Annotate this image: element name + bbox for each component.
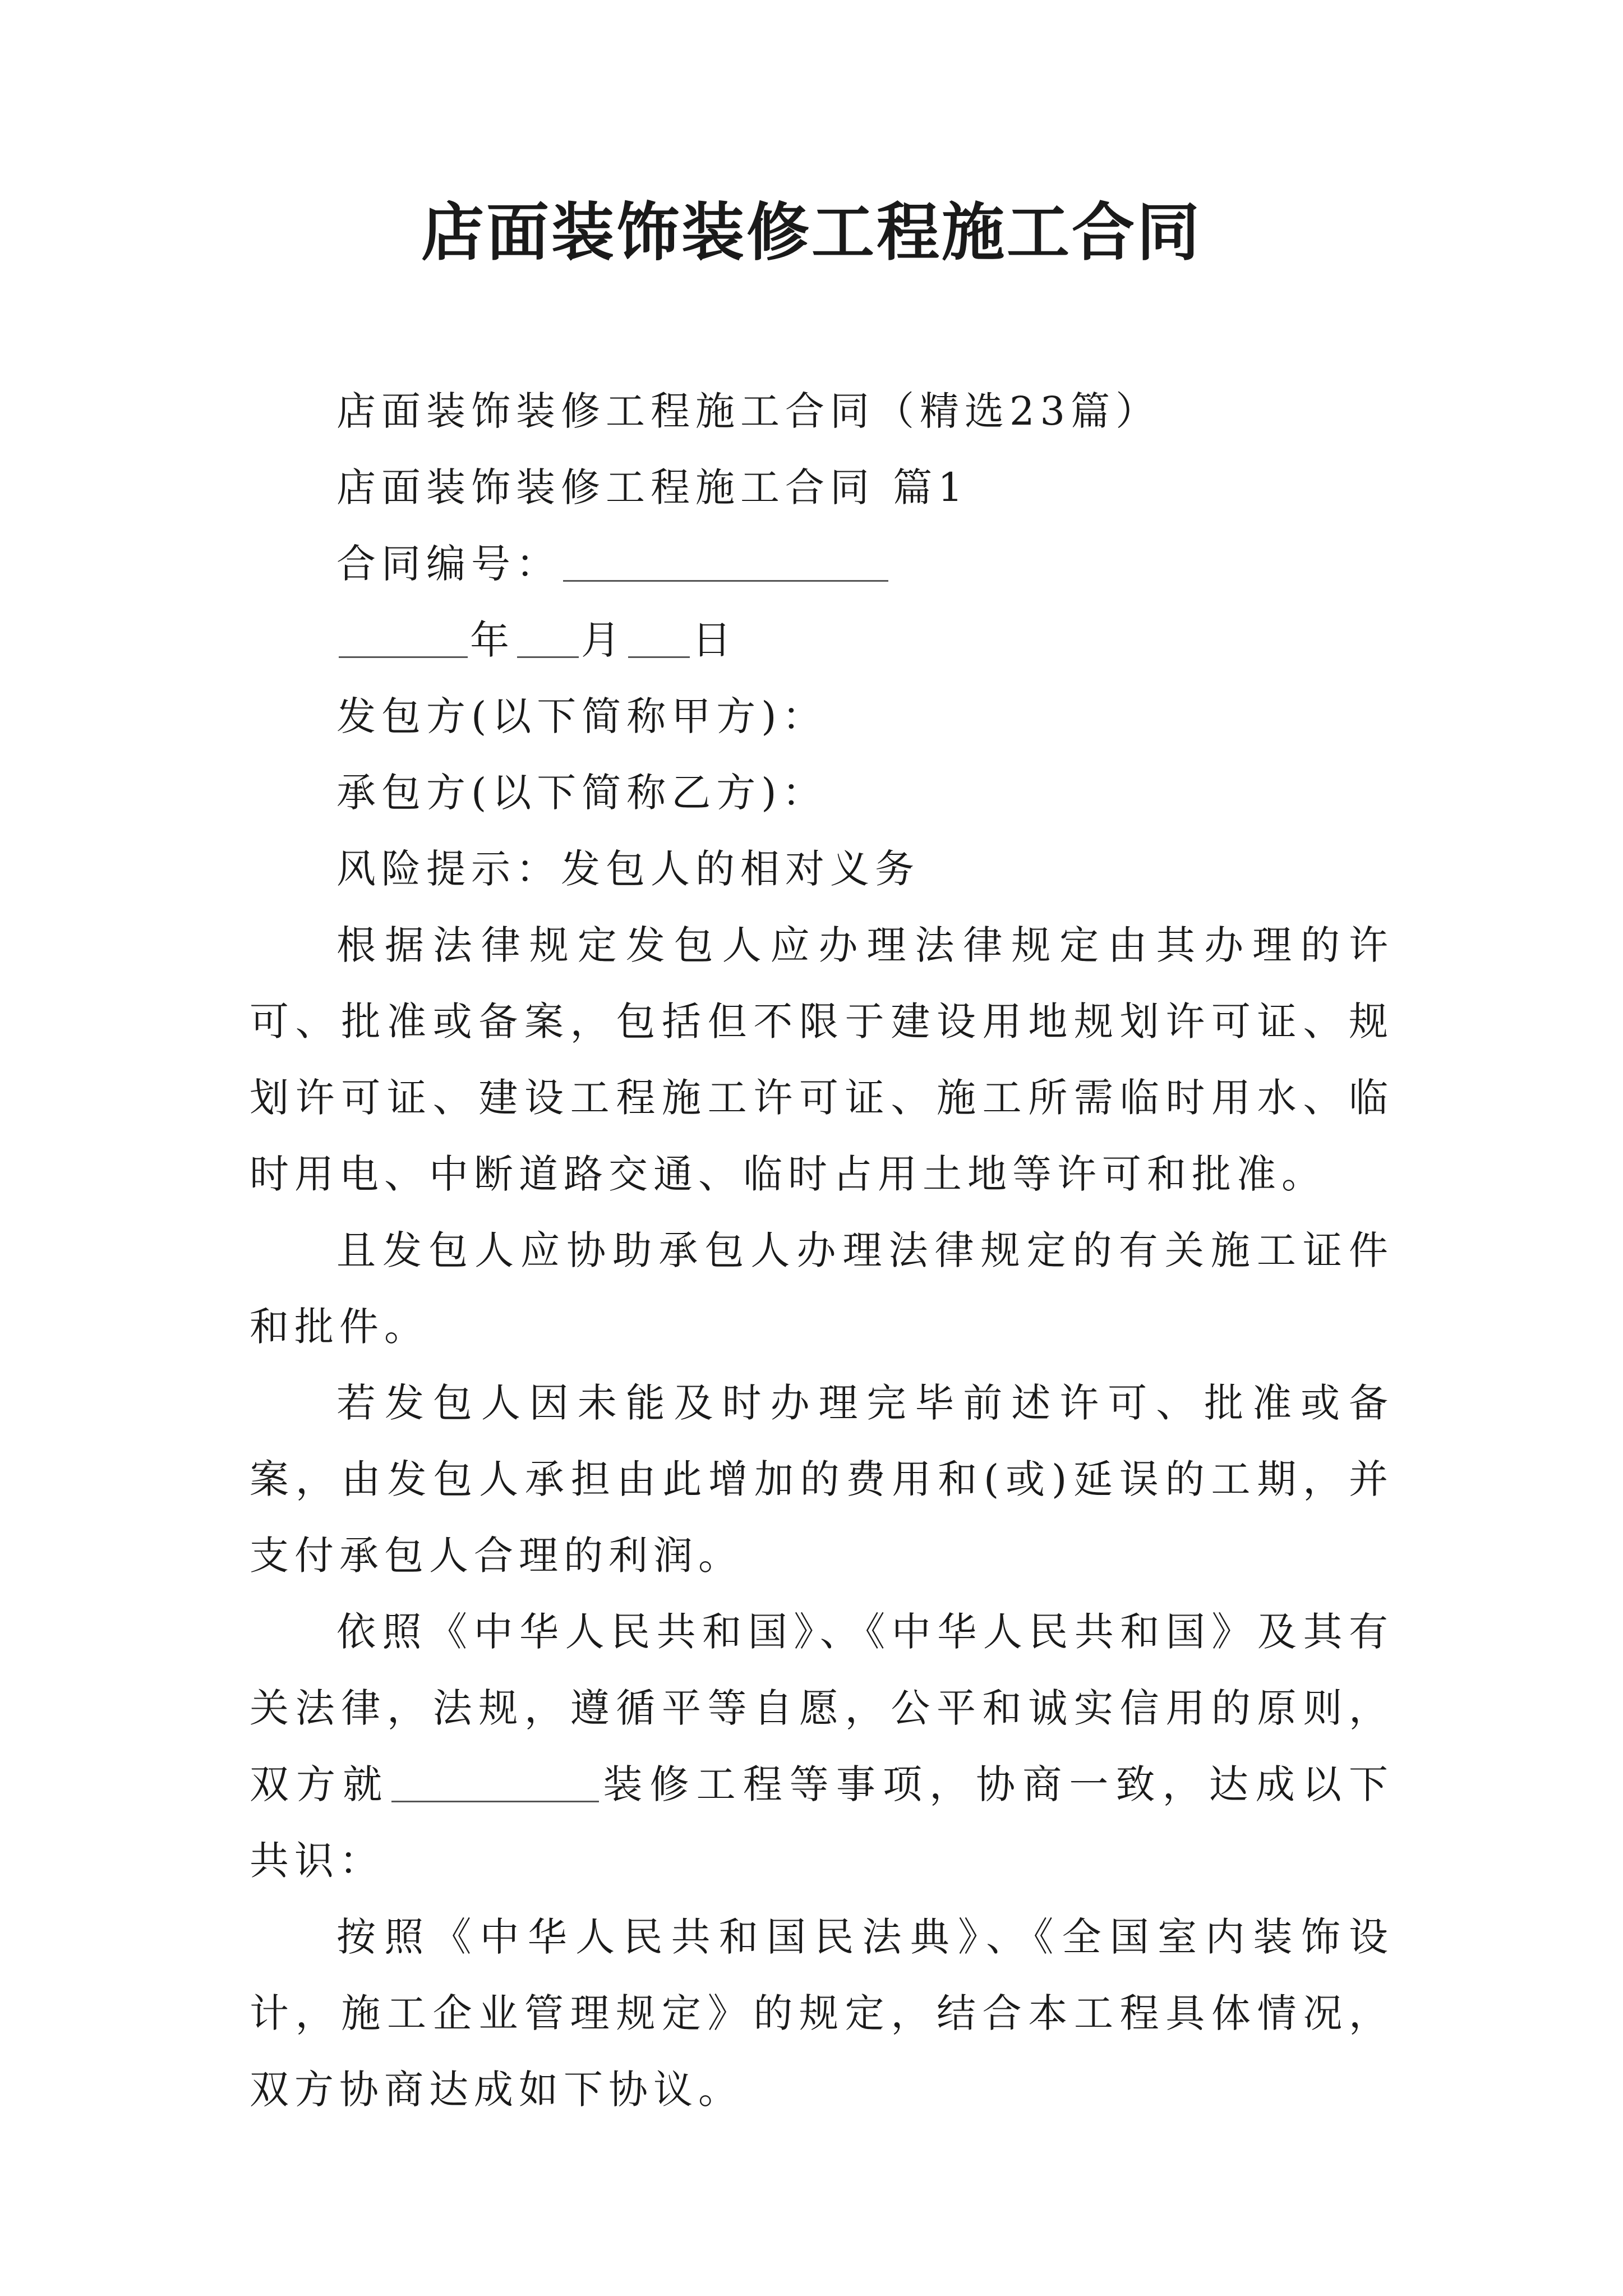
document-body	[250, 373, 1394, 2128]
contract-number-blank	[563, 541, 888, 582]
paragraph-4	[250, 1594, 1394, 1899]
party-a-line: 发包方(以下简称甲方)：	[336, 693, 827, 739]
document-subtitle: 店面装饰装修工程施工合同（精选23篇）	[336, 388, 1161, 434]
project-name-blank	[391, 1761, 599, 1802]
section-title: 店面装饰装修工程施工合同 篇1	[336, 464, 969, 510]
contract-number-label: 合同编号：	[336, 541, 561, 587]
year-blank	[339, 617, 468, 658]
paragraph-4-after: 装修工程等事项，协商一致，达成以下共识：	[250, 1761, 1394, 1884]
document-title: 店面装饰装修工程施工合同	[421, 196, 1202, 269]
paragraph-4-before: 依照《中华人民共和国》、《中华人民共和国》及其有关法律，法规，遵循平等自愿，公平和诚实信用的原则，双方就	[250, 1609, 1394, 1807]
paragraph-2: 且发包人应协助承包人办理法律规定的有关施工证件和批件。	[250, 1227, 1394, 1350]
day-blank	[628, 617, 690, 658]
paragraph-5: 按照《中华人民共和国民法典》、《全国室内装饰设计，施工企业管理规定》的规定，结合本工程具体情况，双方协商达成如下协议。	[250, 1914, 1394, 2113]
contract-number-line	[250, 526, 1394, 602]
paragraph-1: 根据法律规定发包人应办理法律规定由其办理的许可、批准或备案，包括但不限于建设用地规划许可证、规划许可证、建设工程施工许可证、施工所需临时用水、临时用电、中断道路交通、临时占用土地等许可和批准。	[250, 922, 1394, 1197]
month-label: 月	[581, 617, 626, 663]
date-line	[250, 602, 1394, 678]
year-label: 年	[470, 617, 515, 663]
month-blank	[517, 617, 579, 658]
day-label: 日	[692, 617, 737, 663]
party-b-line: 承包方(以下简称乙方)：	[336, 770, 827, 816]
risk-tip-line: 风险提示：发包人的相对义务	[336, 846, 920, 892]
paragraph-3: 若发包人因未能及时办理完毕前述许可、批准或备案，由发包人承担由此增加的费用和(或)延误的工期，并支付承包人合理的利润。	[250, 1380, 1394, 1579]
